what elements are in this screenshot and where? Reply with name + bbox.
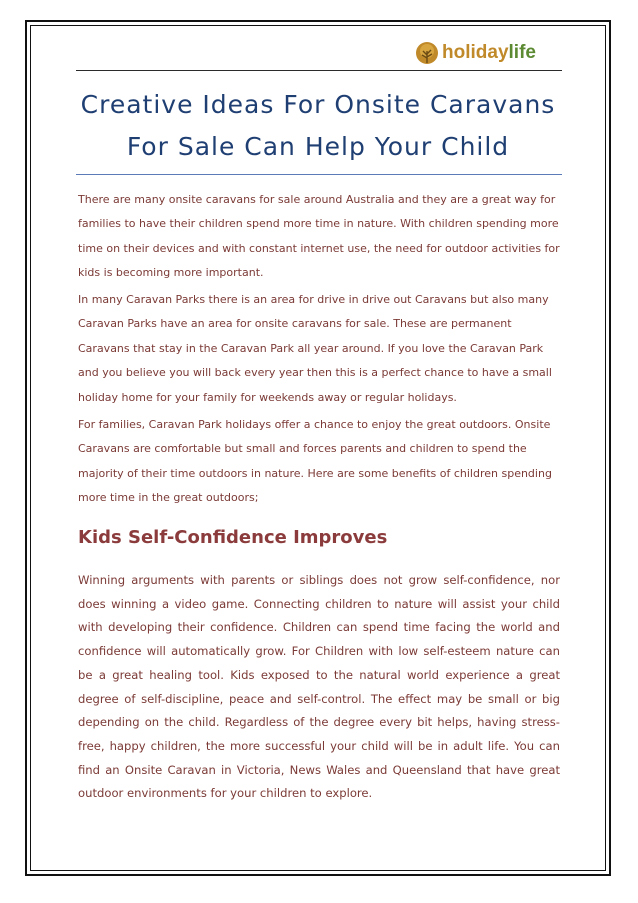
logo-text-life: life bbox=[508, 42, 536, 63]
section-paragraph: Winning arguments with parents or siblings does not grow self-confidence, nor does winning a video game. Connecting children to nature will assist your child with developing their confidence. Children can spend time facing the world and confidence will automatically grow. For Children with low self-esteem nature can be a great healing tool. Kids exposed to the natural world experience a great degree of self-discipline, peace and self-control. The effect may be small or big depending on the child. Regardless of the degree every bit helps, having stress-free, happy children, the more successful your child will be in adult life. You can find an Onsite Caravan in Victoria, News Wales and Queensland that have great outdoor environments for your children to explore. bbox=[78, 573, 560, 801]
paragraph-intro: There are many onsite caravans for sale around Australia and they are a great way for families to have their children spend more time in nature. With children spending more time on their devices and with constant internet use, the need for outdoor activities for kids is becoming more important. bbox=[78, 193, 560, 280]
paragraph-caravan-parks: In many Caravan Parks there is an area for drive in drive out Caravans but also many Caravan Parks have an area for onsite caravans for sale. These are permanent Caravans that stay in the Caravan Park all year around. If you love the Caravan Park and you believe you will back every year then this is a perfect chance to have a small holiday home for your family for weekends away or regular holidays. bbox=[78, 293, 552, 404]
section-heading: Kids Self-Confidence Improves bbox=[78, 527, 388, 548]
page-title: Creative Ideas For Onsite Caravans For Sale Can Help Your Child bbox=[80, 90, 556, 161]
logo-text-holiday: holiday bbox=[442, 42, 509, 63]
title-divider bbox=[76, 174, 562, 175]
holidaylife-logo bbox=[415, 40, 536, 66]
tree-logo-icon bbox=[415, 41, 439, 65]
header-divider bbox=[76, 70, 562, 71]
paragraph-families: For families, Caravan Park holidays offer a chance to enjoy the great outdoors. Onsite Caravans are comfortable but small and forces parents and children to spend the majority of their time outdoors in nature. Here are some benefits of children spending more time in the great outdoors; bbox=[78, 418, 552, 505]
